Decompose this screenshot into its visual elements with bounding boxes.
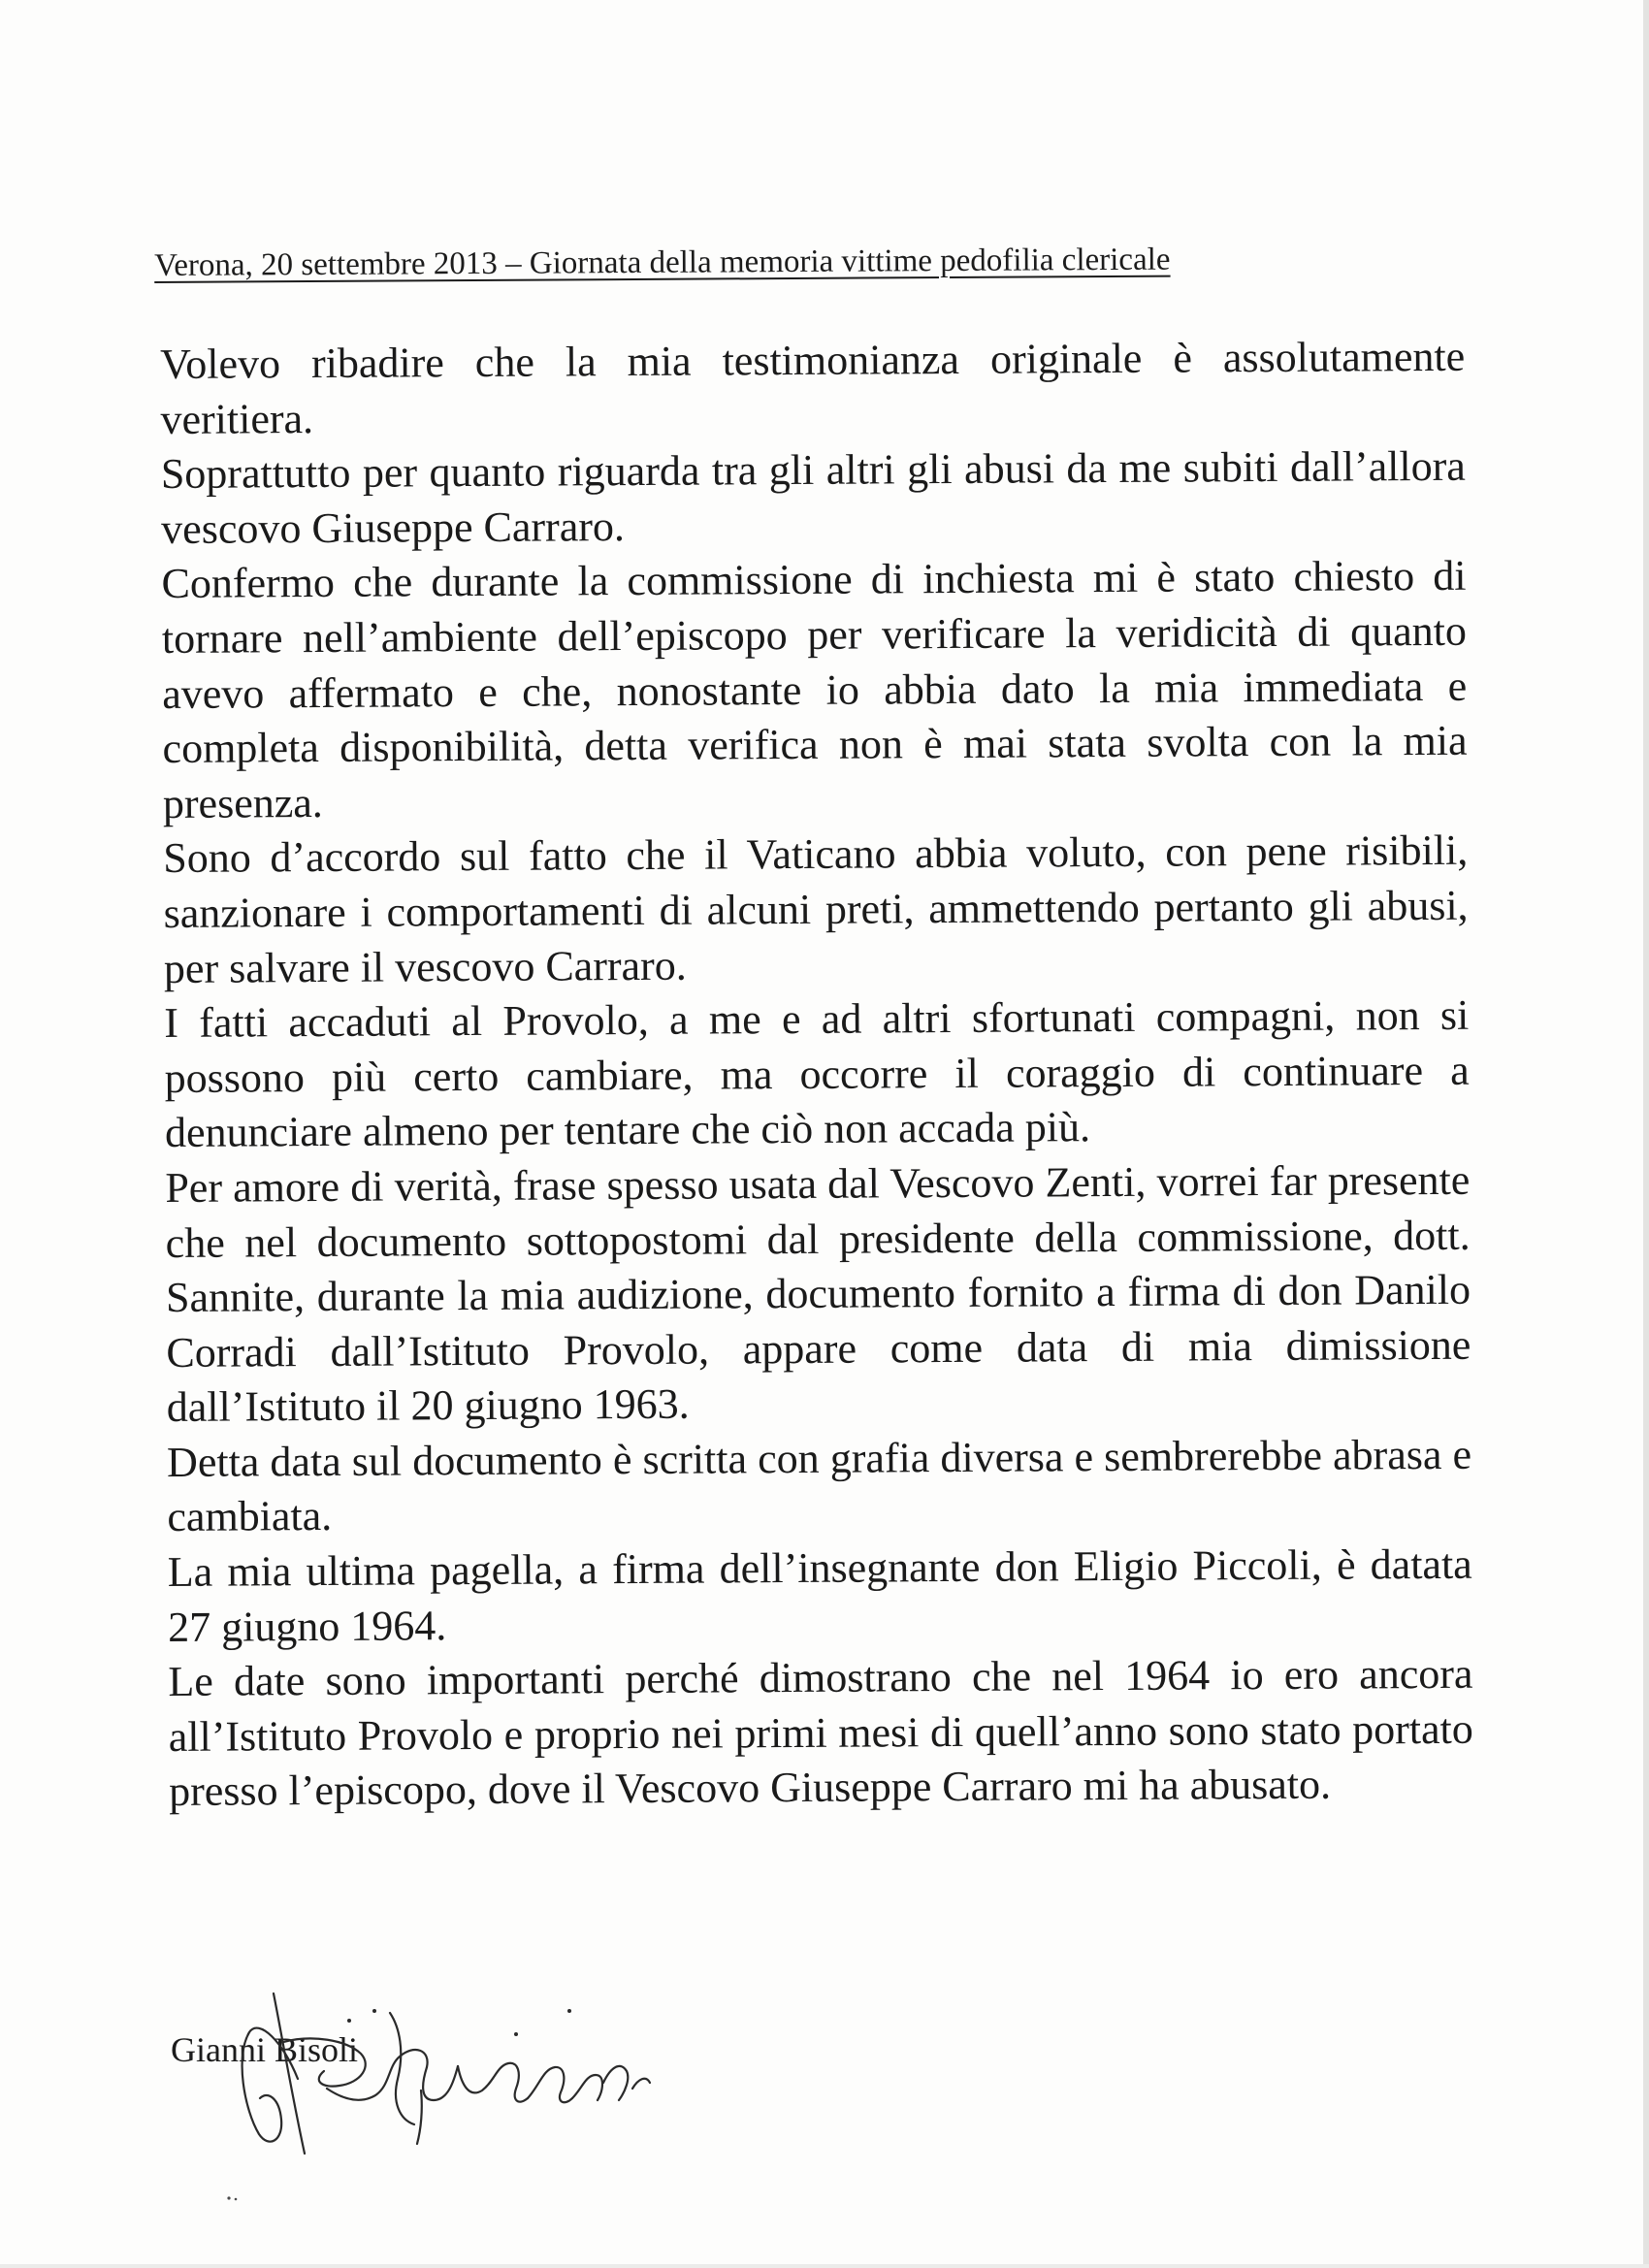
handwritten-signature-icon <box>167 1974 671 2168</box>
scan-edge-right <box>1643 0 1649 2268</box>
letter-header: Verona, 20 settembre 2013 – Giornata della memoria vittime pedofilia clericale <box>154 242 1171 283</box>
scan-speck <box>226 2194 240 2202</box>
signature-block <box>167 1974 671 2168</box>
paragraph-8: La mia ultima pagella, a firma dell’insegnante don Eligio Piccoli, è datata 27 giugno 1964. <box>167 1539 1472 1651</box>
paragraph-1: Volevo ribadire che la mia testimonianza originale è assolutamente veritiera. <box>160 332 1466 443</box>
paragraph-9: Le date sono importanti perché dimostrano che nel 1964 io ero ancora all’Istituto Provolo e proprio nei primi mesi di quell’anno sono stato portato presso l’episcopo, dove il Vescovo Giuseppe Carraro mi ha abusato. <box>168 1650 1473 1816</box>
letter-body <box>160 330 1473 1820</box>
scan-edge-bottom <box>0 2264 1649 2268</box>
paragraph-5: I fatti accaduti al Provolo, a me e ad altri sfortunati compagni, non si possono più certo cambiare, ma occorre il coraggio di continuare a denunciare almeno per tentare che ciò non accada più. <box>164 990 1470 1157</box>
paragraph-3: Confermo che durante la commissione di inchiesta mi è stato chiesto di tornare nell’ambiente dell’episcopo per verificare la veridicità di quanto avevo affermato e che, nonostante io abbia dato la mia immediata e completa disponibilità, detta verifica non è mai stata svolta con la mia presenza. <box>161 552 1468 827</box>
paragraph-7: Detta data sul documento è scritta con grafia diversa e sembrerebbe abrasa e cambiata. <box>166 1430 1472 1541</box>
signer-name: Gianni Bisoli <box>171 2030 359 2069</box>
paragraph-2: Soprattutto per quanto riguarda tra gli altri gli abusi da me subiti dall’allora vescovo Giuseppe Carraro. <box>160 441 1466 553</box>
paragraph-6: Per amore di verità, frase spesso usata dal Vescovo Zenti, vorrei far presente che nel documento sottopostomi dal presidente della commissione, dott. Sannite, durante la mia audizione, documento fornito a firma di don Danilo Corradi dall’Istituto Provolo, appare come data di mia dimissione dall’Istituto il 20 giugno 1963. <box>165 1155 1471 1432</box>
paragraph-4: Sono d’accordo sul fatto che il Vaticano abbia voluto, con pene risibili, sanzionare i comportamenti di alcuni preti, ammettendo pertanto gli abusi, per salvare il vescovo Carraro. <box>163 826 1469 992</box>
